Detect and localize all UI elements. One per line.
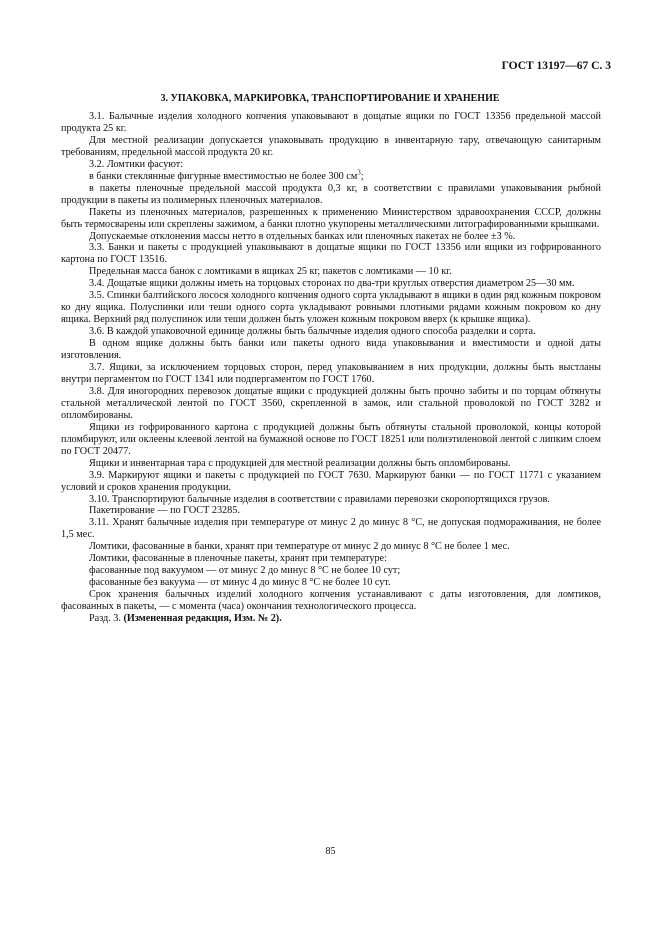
paragraph: 3.3. Банки и пакеты с продукцией упаковывают в дощатые ящики по ГОСТ 13356 или ящики из гофрированного картона по ГОСТ 13516.: [61, 242, 601, 266]
amendment-bold: (Измененная редакция, Изм. № 2).: [123, 613, 282, 625]
paragraph: Ломтики, фасованные в пленочные пакеты, хранят при температуре:: [89, 553, 387, 565]
paragraph-text: в банки стеклянные фигурные вместимостью не более 300 см: [89, 170, 358, 182]
paragraph: 3.9. Маркируют ящики и пакеты с продукцией по ГОСТ 7630. Маркируют банки — по ГОСТ 11771 с указанием условий и сроков хранения продукции.: [61, 469, 601, 493]
superscript: 3: [357, 168, 361, 177]
amendment-note: [61, 613, 601, 625]
paragraph: Срок хранения балычных изделий холодного копчения устанавливают с даты изготовления, для ломтиков, фасованных в пакеты, — с момента (часа) окончания технологического процесса.: [61, 589, 601, 613]
paragraph: 3.4. Дощатые ящики должны иметь на торцовых сторонах по два-три круглых отверстия диаметром 25—30 мм.: [89, 278, 575, 290]
page-number: 85: [325, 846, 336, 857]
paragraph: 3.5. Спинки балтийского лосося холодного копчения одного сорта укладывают в ящики в один ряд кожным покровом ко дну ящика. Полуспинки или теши одного сорта укладывают ровными плотными рядами кожным покровом ко дну ящика. Верхний ряд полуспинок или теши должен быть уложен кожным покровом вверх (к крышке ящика).: [61, 290, 601, 326]
paragraph: 3.10. Транспортируют балычные изделия в соответствии с правилами перевозки скоропортящихся грузов.: [89, 493, 550, 505]
paragraph: 3.2. Ломтики фасуют:: [89, 158, 184, 170]
paragraph: Для местной реализации допускается упаковывать продукцию в инвентарную тару, отвечающую санитарным требованиям, предельной массой продукта 20 кг.: [61, 134, 601, 158]
paragraph: [61, 168, 601, 183]
paragraph: фасованные под вакуумом — от минус 2 до минус 8 °С не более 10 сут;: [89, 565, 401, 577]
paragraph: Ящики и инвентарная тара с продукцией для местной реализации должны быть опломбированы.: [89, 457, 511, 469]
amendment-prefix: Разд. 3.: [89, 613, 124, 625]
paragraph: Предельная масса банок с ломтиками в ящиках 25 кг, пакетов с ломтиками — 10 кг.: [89, 266, 452, 278]
section-title: 3. УПАКОВКА, МАРКИРОВКА, ТРАНСПОРТИРОВАНИЕ И ХРАНЕНИЕ: [160, 93, 500, 104]
paragraph: Ломтики, фасованные в банки, хранят при температуре от минус 2 до минус 8 °С не более 1 мес.: [89, 541, 510, 553]
paragraph: Пакетирование — по ГОСТ 23285.: [89, 505, 240, 517]
paragraph: 3.1. Балычные изделия холодного копчения упаковывают в дощатые ящики по ГОСТ 13356 предельной массой продукта 25 кг.: [61, 111, 601, 134]
paragraph: 3.6. В каждой упаковочной единице должны быть балычные изделия одного способа разделки и сорта.: [89, 326, 536, 338]
paragraph: 3.7. Ящики, за исключением торцовых сторон, перед упаковыванием в них продукции, должны быть выстланы внутри пергаментом по ГОСТ 1341 или подпергаментом по ГОСТ 1760.: [61, 362, 601, 385]
document-header: ГОСТ 13197—67 С. 3: [501, 60, 611, 72]
paragraph-suffix: ;: [360, 170, 364, 182]
paragraph: Пакеты из пленочных материалов, разрешенных к применению Министерством здравоохранения СССР, должны быть термосварены или скреплены зажимом, а банки плотно укупорены металлическими литографированными крышками.: [61, 206, 601, 230]
paragraph: 3.8. Для иногородних перевозок дощатые ящики с продукцией должны быть прочно забиты и по торцам обтянуты стальной металлической лентой по ГОСТ 3560, скрепленной в замок, или стальной проволокой по ГОСТ 3282 и опломбированы.: [61, 385, 601, 421]
paragraph: Допускаемые отклонения массы нетто в отдельных банках или пленочных пакетах не более ±3 %.: [89, 230, 516, 242]
paragraph: 3.11. Хранят балычные изделия при температуре от минус 2 до минус 8 °С, не допуская подмораживания, не более 1,5 мес.: [61, 517, 601, 541]
paragraph: в пакеты пленочные предельной массой продукта 0,3 кг, в соответствии с правилами упаковывания рыбной продукции в пакеты из полимерных пленочных материалов.: [61, 182, 601, 206]
document-body: [61, 111, 601, 625]
paragraph: Ящики из гофрированного картона с продукцией должны быть обтянуты стальной проволокой, концы которой пломбируют, или оклеены клеевой лентой на бумажной основе по ГОСТ 18251 или полиэтиленовой лентой с липким слоем по ГОСТ 20477.: [61, 421, 601, 457]
paragraph: В одном ящике должны быть банки или пакеты одного вида упаковывания и вместимости и одной даты изготовления.: [61, 338, 601, 362]
paragraph: фасованные без вакуума — от минус 4 до минус 8 °С не более 10 сут.: [89, 577, 391, 589]
